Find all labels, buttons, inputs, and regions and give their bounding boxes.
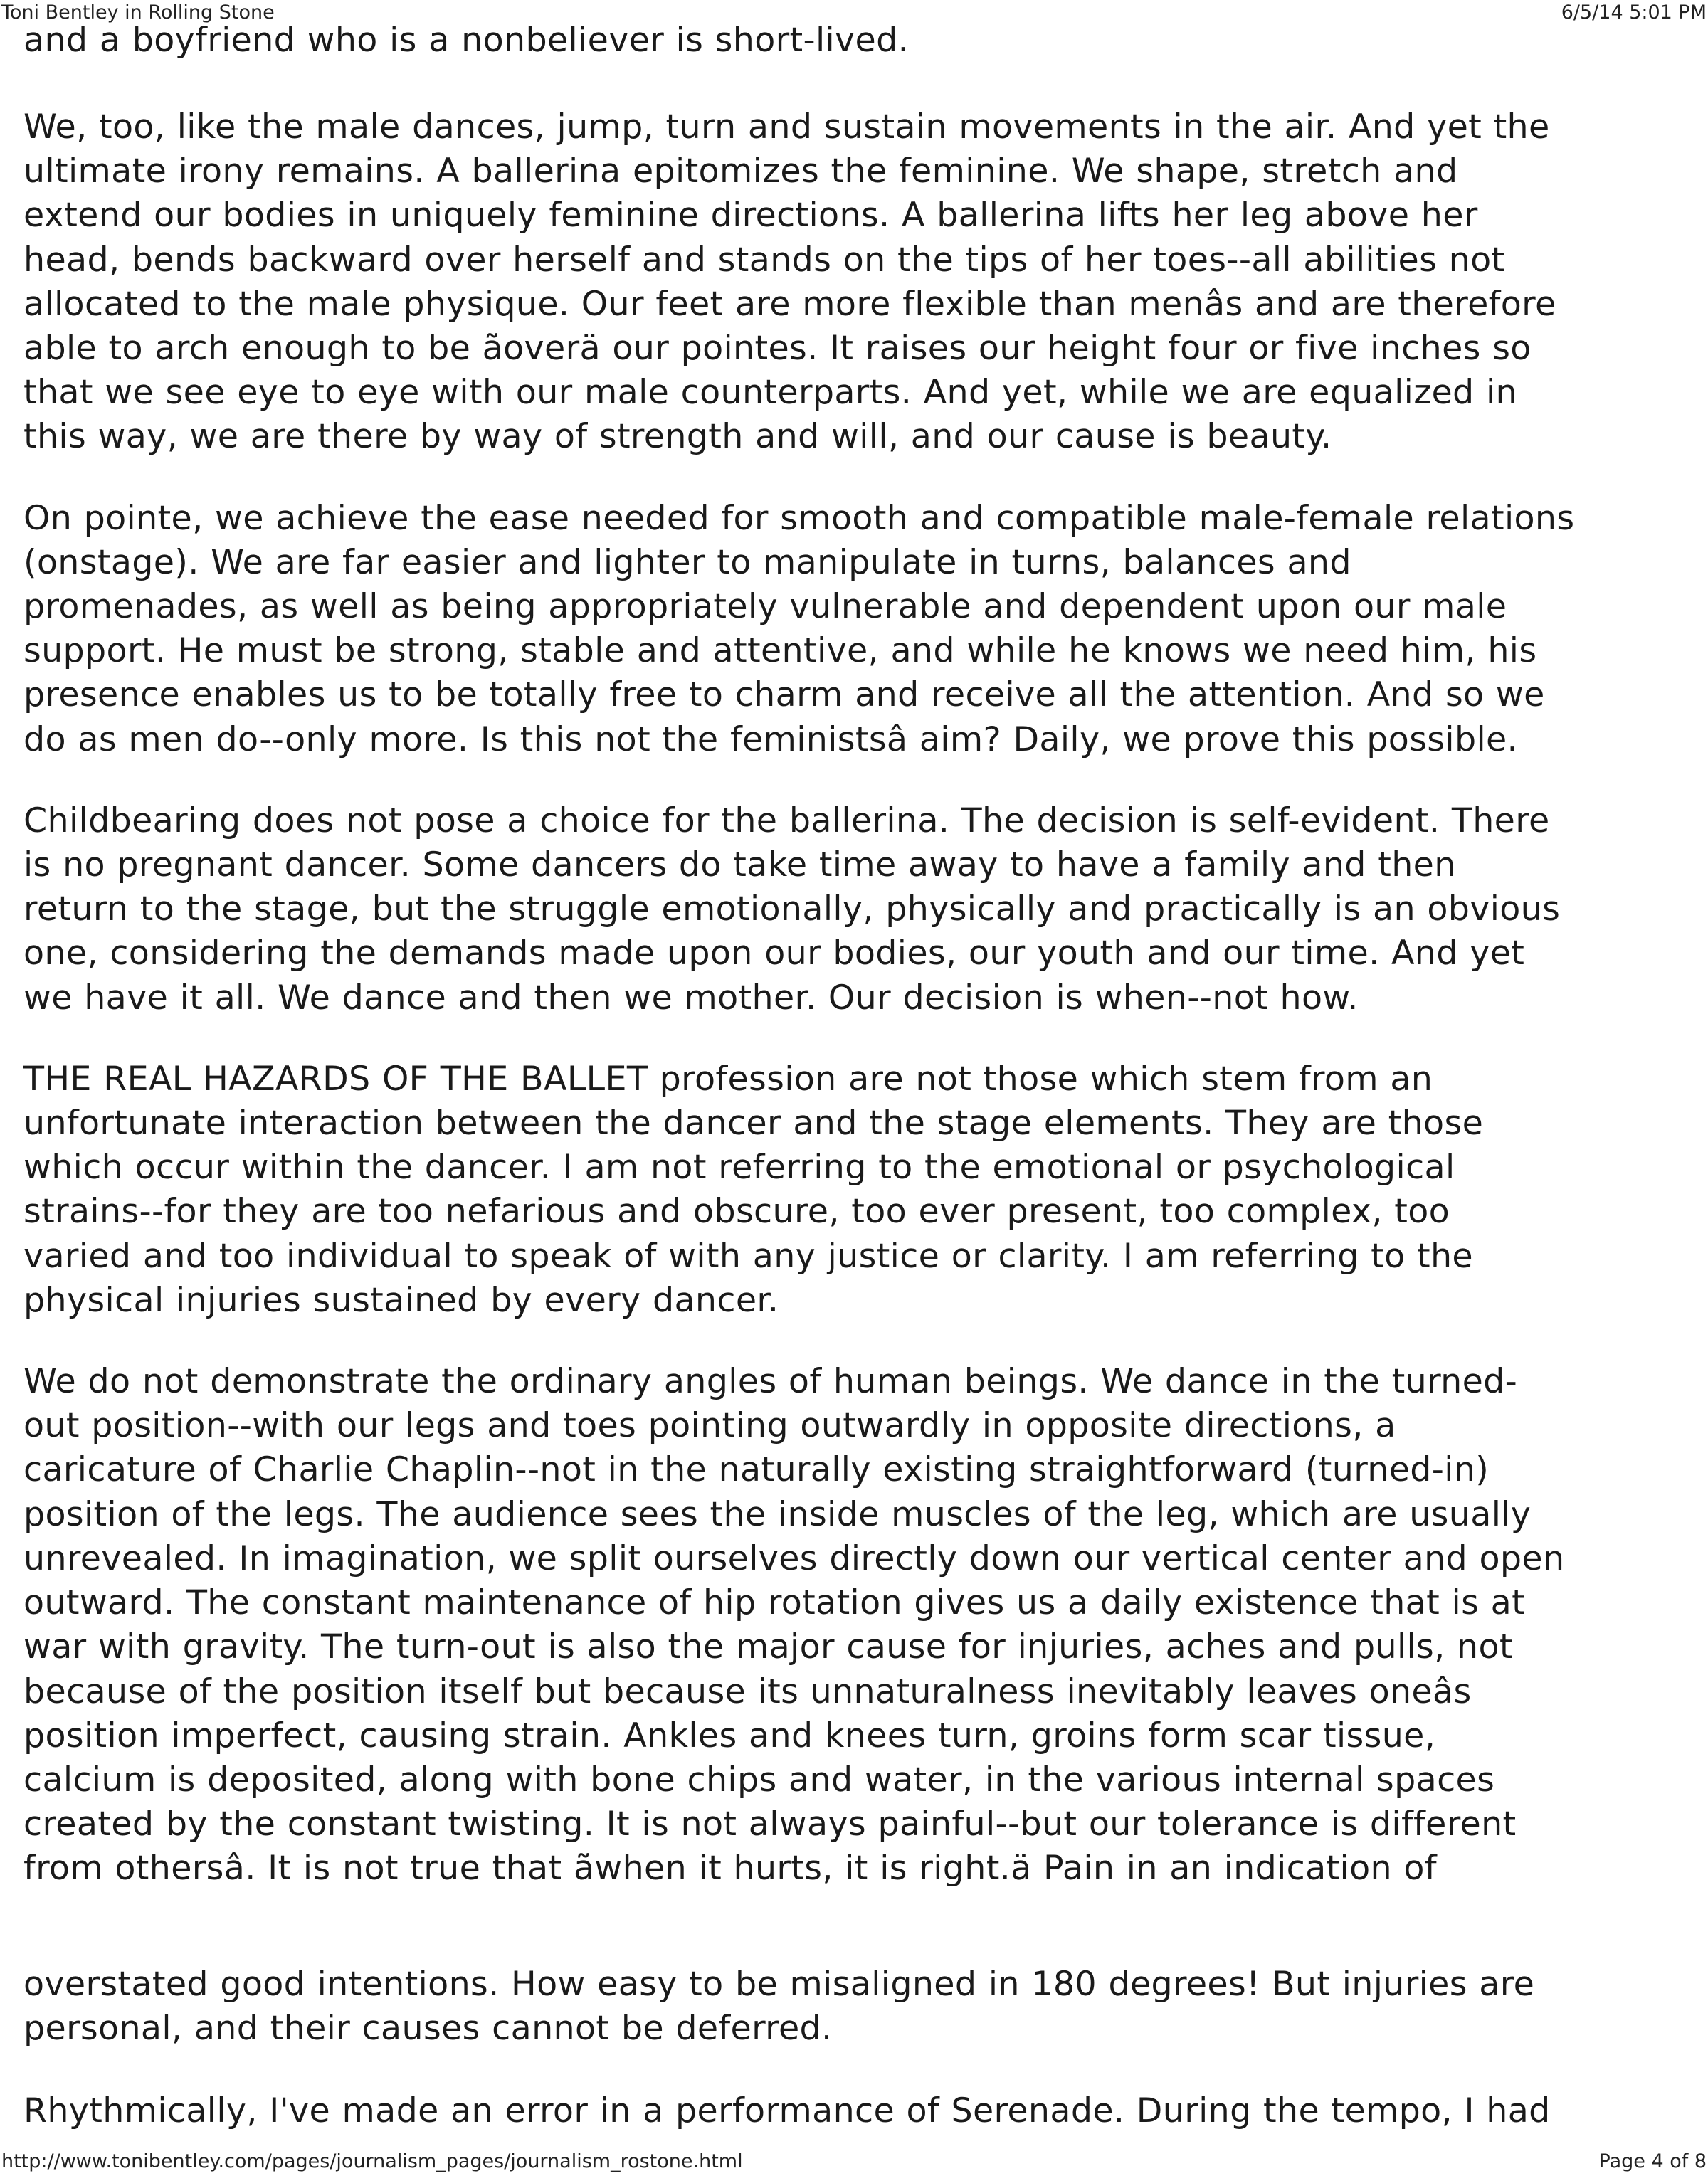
paragraph-5: We do not demonstrate the ordinary angles of human beings. We dance in the turned- out position--with our legs and toes pointing outwardly in opposite directions, a caricature of Charlie Chaplin--not in the naturally existing straightforward (turned-in) position of the legs. The audience sees the inside muscles of the leg, which are usually unrevealed. In imagination, we split ourselves directly down our vertical center and open outward. The constant maintenance of hip rotation gives us a daily existence that is at war with gravity. The turn-out is also the major cause for injuries, aches and pulls, not because of the position itself but because its unnaturalness inevitably leaves oneâs position imperfect, causing strain. Ankles and knees turn, groins form scar tissue, calcium is deposited, along with bone chips and water, in the various internal spaces created by the constant twisting. It is not always painful--but our tolerance is different from othersâ. It is not true that ãwhen it hurts, it is right.ä Pain in an indication of [23, 1362, 1565, 1889]
print-datetime: 6/5/14 5:01 PM [1561, 1, 1707, 23]
paragraph-2: On pointe, we achieve the ease needed for smooth and compatible male-female relations (onstage). We are far easier and lighter to manipulate in turns, balances and promenades, as well as being appropriately vulnerable and dependent upon our male support. He must be strong, stable and attentive, and while he knows we need him, his presence enables us to be totally free to charm and receive all the attention. And so we do as men do--only more. Is this not the feministsâ aim? Daily, we prove this possible. [23, 498, 1575, 759]
document-title: Toni Bentley in Rolling Stone [1, 1, 275, 23]
print-footer [0, 2149, 1708, 2175]
paragraph-stack [23, 105, 1703, 1891]
article-section-upper [23, 21, 1703, 1935]
source-url[interactable]: http://www.tonibentley.com/pages/journalism_pages/journalism_rostone.html [1, 2150, 743, 2172]
clipped-top-line: and a boyfriend who is a nonbeliever is short-lived. [23, 21, 910, 60]
clipped-bottom-line: Rhythmically, I've made an error in a performance of Serenade. During the tempo, I had [23, 2091, 1551, 2130]
paragraph-1: We, too, like the male dances, jump, turn and sustain movements in the air. And yet the ultimate irony remains. A ballerina epitomizes the feminine. We shape, stretch and extend our bodies in uniquely feminine directions. A ballerina lifts her leg above her head, bends backward over herself and stands on the tips of her toes--all abilities not allocated to the male physique. Our feet are more flexible than menâs and are therefore able to arch enough to be ãoverä our pointes. It raises our height four or five inches so that we see eye to eye with our male counterparts. And yet, while we are equalized in this way, we are there by way of strength and will, and our cause is beauty. [23, 107, 1556, 457]
clipped-line-wrapper [23, 21, 1703, 73]
paragraph-4: THE REAL HAZARDS OF THE BALLET profession are not those which stem from an unfortunate interaction between the dancer and the stage elements. They are those which occur within the dancer. I am not referring to the emotional or psychological strains--for they are too nefarious and obscure, too ever present, too complex, too varied and too individual to speak of with any justice or clarity. I am referring to the physical injuries sustained by every dancer. [23, 1059, 1484, 1320]
paragraph-continued: overstated good intentions. How easy to be misaligned in 180 degrees! But injuries are personal, and their causes cannot be deferred. [23, 1965, 1535, 2049]
article-body [23, 21, 1703, 2099]
article-section-lower [23, 1963, 1703, 2099]
page-number: Page 4 of 8 [1598, 2150, 1707, 2172]
clipped-bottom-line-wrapper [23, 2089, 1703, 2130]
paragraph-3: Childbearing does not pose a choice for the ballerina. The decision is self-evident. There is no pregnant dancer. Some dancers do take time away to have a family and then return to the stage, but the struggle emotionally, physically and practically is an obvious one, considering the demands made upon our bodies, our youth and our time. And yet we have it all. We dance and then we mother. Our decision is when--not how. [23, 801, 1561, 1018]
